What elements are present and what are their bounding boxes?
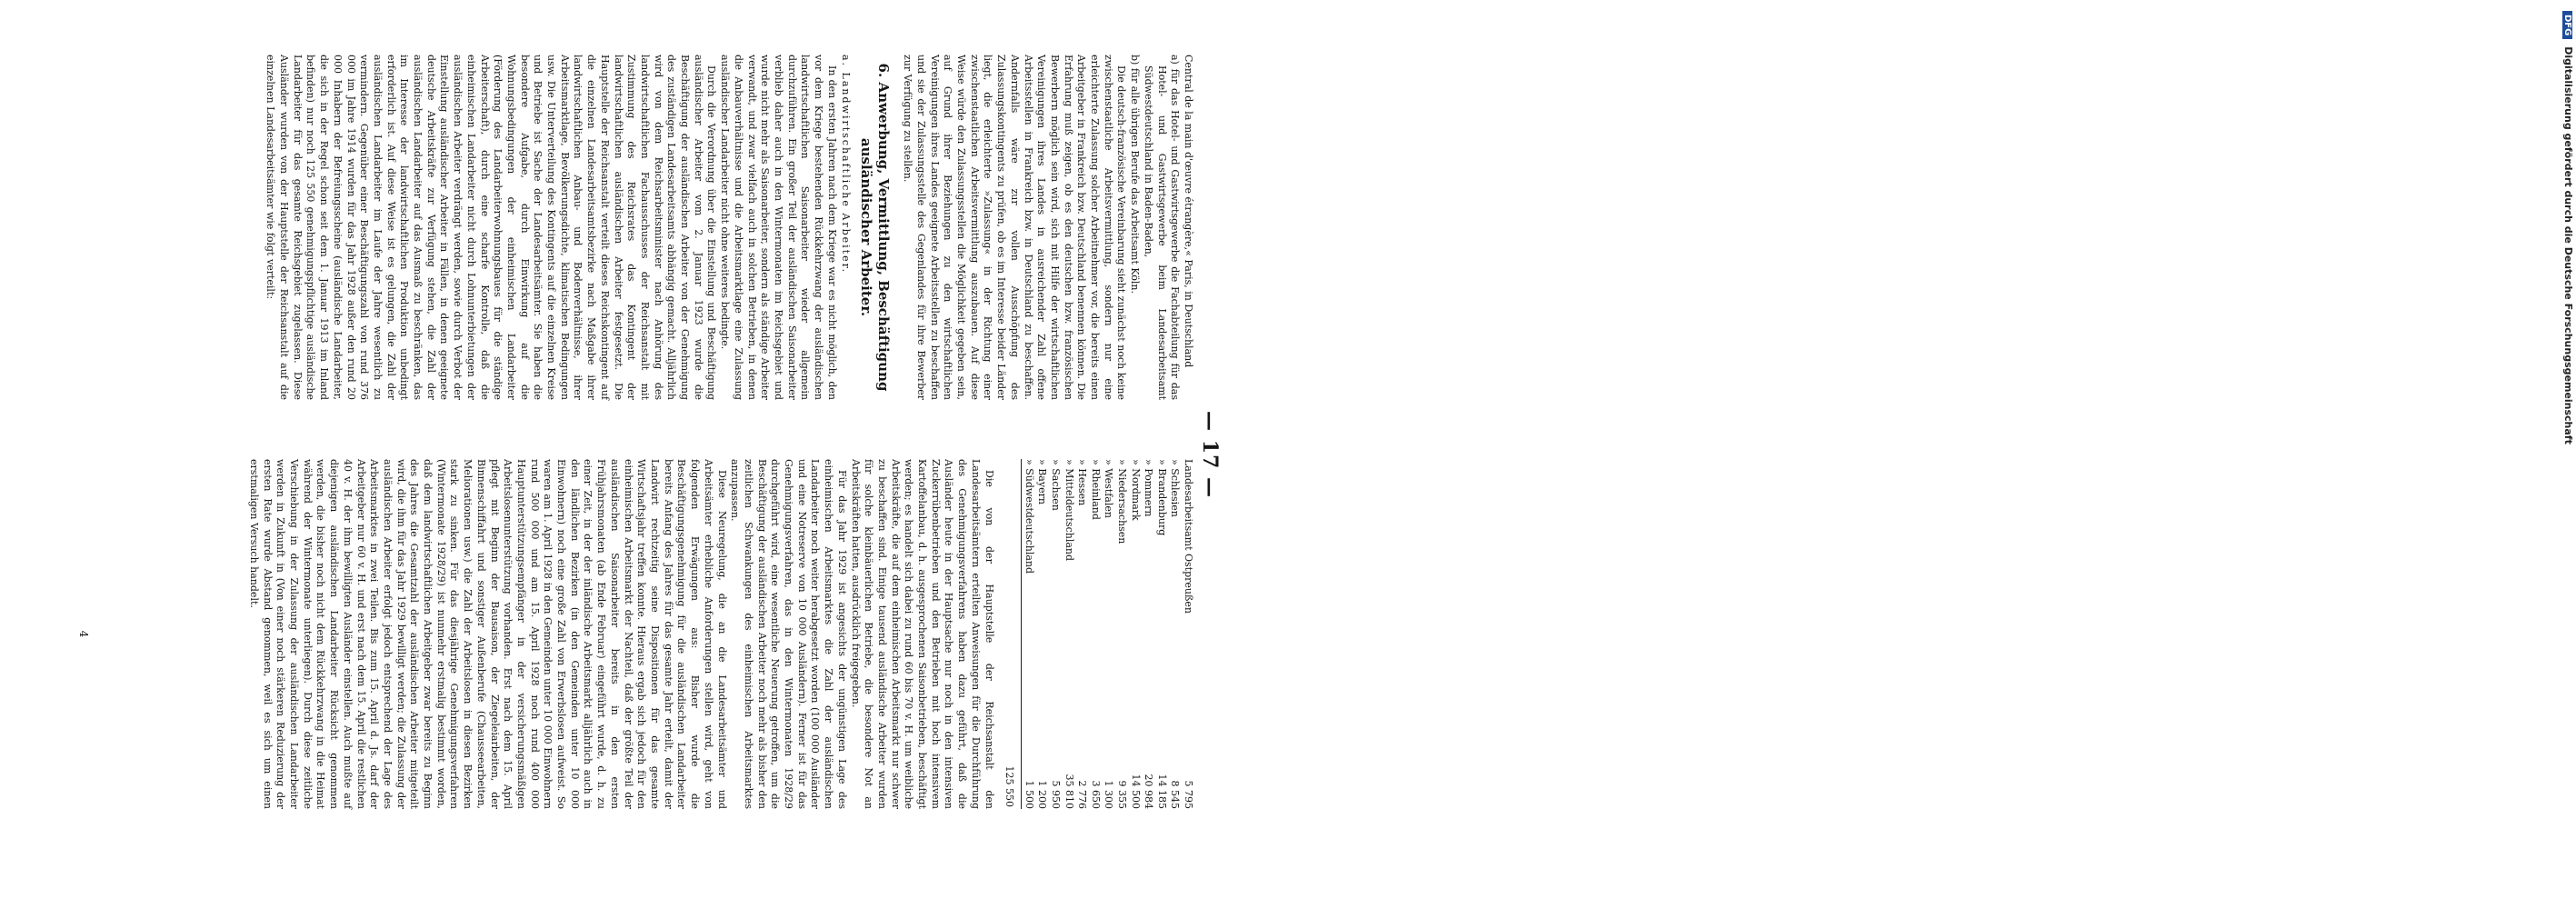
table-row-value: 1 300: [1103, 780, 1115, 809]
table-total: 125 550: [1003, 765, 1016, 807]
table-row: [1128, 459, 1142, 809]
table-row-value: 5 950: [1050, 780, 1063, 809]
distribution-table: [1021, 459, 1194, 809]
table-row-label: » Niedersachsen: [1116, 459, 1129, 544]
table-row: [1114, 459, 1128, 809]
table-row-value: 3 650: [1089, 780, 1102, 809]
footer-signature-number: 4: [77, 630, 90, 638]
paragraph-intro: Central de la main d'œuvre étrangère,« Paris, in Deutschland: [1183, 55, 1194, 368]
table-row-label: Landesarbeitsamt Ostpreußen: [1183, 459, 1194, 614]
table-row: [1181, 459, 1194, 809]
paragraph-regulation: Durch die Verordnung über die Einstellung und Beschäftigung ausländischer Arbeiter vom 2. Januar 1923 wurde die Beschäftigung der ausländischen Arbeiter von der Genehmigung des zuständigen Landesarbeitsamts abhängig gemacht. Alljährlich wird von dem Reichsarbeitsminister nach Anhörung des landwirtschaftlichen Fachausschusses der Reichsanstalt mit Zustimmung des Reichsrates das Kontingent der landwirtschaftlichen ausländischen Arbeiter festgesetzt. Die Hauptstelle der Reichsanstalt verteilt dieses Reichskontingent auf die einzelnen Landesarbeitsamtsbezirke nach Maßgabe ihrer landwirtschaftlichen Anbau- und Bodenverhältnisse, ihrer Arbeitsmarktlage, Bevölkerungsdichte, klimatischen Bedingungen usw. Die Unterverteilung des Kontingents auf die einzelnen Kreise und Betriebe ist Sache der Landesarbeitsämter. Sie haben die besondere Aufgabe, durch Einwirkung auf die Wohnungsbedingungen der einheimischen Landarbeiter (Förderung des Landarbeiterwohnungsbaues für die ständige Arbeiterschaft), durch eine scharfe Kontrolle, daß die einheimischen Landarbeiter nicht durch Lohnunterbietungen der ausländischen Arbeiter verdrängt werden, sowie durch Verbot der Einstellung ausländischer Arbeiter in Fällen, in denen geeignete deutsche Arbeitskräfte zur Verfügung stehen, die Zahl der ausländischen Landarbeiter auf das Ausmaß zu beschränken, das im Interesse der landwirtschaftlichen Produktion unbedingt erforderlich ist. Auf diese Weise ist es gelungen, die Zahl der ausländischen Landarbeiter im Laufe der Jahre wesentlich zu vermindern. Gegenüber einer Beschäftigungszahl von rund 376 000 im Jahre 1914 wurden für das Jahr 1928 außer den rund 20 000 Inhabern der Befreiungsscheine (ausländische Landarbeiter, die sich in der Regel schon seit dem 1. Januar 1913 im Inland befinden) nur noch 125 550 genehmigungspflichtige ausländische Landarbeiter für das gesamte Reichsgebiet zugelassen. Diese Ausländer wurden von der Hauptstelle der Reichsanstalt auf die einzelnen Landesarbeitsämter wie folgt verteilt:: [265, 55, 718, 400]
table-row-value: 9 355: [1116, 780, 1129, 809]
page-number: — 17 —: [1198, 411, 1222, 498]
table-row-label: » Brandenburg: [1155, 459, 1168, 536]
table-row: [1048, 459, 1062, 809]
digitization-sidebar: [1273, 0, 2574, 909]
section-heading-line-2: ausländischer Arbeiter.: [857, 137, 874, 317]
table-row-value: 14 185: [1155, 774, 1168, 809]
table-row: [1168, 459, 1182, 809]
right-column: [246, 459, 1194, 809]
table-row-value: 2 776: [1076, 780, 1089, 809]
table-row: [1035, 459, 1049, 809]
subheading: a. Landwirtschaftliche Arbeiter.: [839, 55, 852, 275]
paragraph-agreement: Die deutsch-französische Vereinbarung sieht zunächst noch keine zwischenstaatliche Arbeitsvermittlung, sondern nur eine erleichterte Zulassung solcher Arbeitnehmer vor, die bereits einen Arbeitgeber in Frankreich bzw. Deutschland benennen können. Die Erfahrung muß zeigen, ob es den deutschen bzw. französischen Bewerbern möglich sein wird, sich mit Hilfe der wirtschaftlichen Vereinigungen ihres Landes in ausreichender Zahl offene Arbeitsstellen in Frankreich bzw. in Deutschland zu beschaffen. Andernfalls wäre zur vollen Ausschöpfung des Zulassungskontingents zu prüfen, ob es im Interesse beider Länder liegt, die erleichterte »Zulassung« in der Richtung einer zwischenstaatlichen Arbeitsvermittlung auszubauen. Auf diese Weise würde den Zulassungsstellen die Möglichkeit gegeben sein, auf Grund ihrer Beziehungen zu den wirtschaftlichen Vereinigungen ihres Landes geeignete Arbeitsstellen zu beschaffen und sie der Zulassungsstelle des Gegenlandes für ihre Bewerber zur Verfügung zu stellen.: [902, 55, 1128, 400]
page-header: [1198, 0, 1267, 909]
paragraph-new-rules: Diese Neuregelung, die an die Landesarbeitsämter und Arbeitsämter erhebliche Anforderungen stellen wird, geht von folgenden Erwägungen aus: Bisher wurde die Beschäftigungsgenehmigung für die ausländischen Landarbeiter bereits Anfang des Jahres für das gesamte Jahr erteilt, damit der Landwirt rechtzeitig seine Dispositionen für das gesamte Wirtschaftsjahr treffen konnte. Hieraus ergab sich jedoch für den einheimischen Arbeitsmarkt der Nachteil, daß der größte Teil der ausländischen Saisonarbeiter bereits in den ersten Frühjahrsmonaten (ab Ende Februar) eingeführt wurde, d. h. zu einer Zeit, in der der inländische Arbeitsmarkt alljährlich auch in den ländlichen Bezirken (in den Gemeinden unter 10 000 Einwohnern) noch eine große Zahl von Erwerbslosen aufweist. So waren am 1. April 1928 in den Gemeinden unter 10 000 Einwohnern rund 500 000 und am 15. April 1928 noch rund 400 000 Hauptunterstützungsempfänger in der versicherungsmäßigen Arbeitslosenunterstützung vorhanden. Erst nach dem 15. April pflegt mit Beginn der Bausaison, der Ziegeleiarbeiten, der Binnenschiffahrt und sonstiger Außenberufe (Chausseearbeiten, Meliorationen usw.) die Zahl der Arbeitslosen in diesen Bezirken stark zu sinken. Für das diesjährige Genehmigungsverfahren (Wintermonate 1928/29) ist nunmehr erstmalig bestimmt worden, daß dem landwirtschaftlichen Arbeitgeber zwar bereits zu Beginn des Jahres die Gesamtzahl der ausländischen Arbeiter mitgeteilt wird, die ihm für das Jahr 1929 bewilligt werden; die Zulassung der ausländischen Arbeiter erfolgt jedoch entsprechend der Lage des Arbeitsmarktes in zwei Teilen. Bis zum 15. April d. Js. darf der Arbeitgeber nur 60 v. H. und erst nach dem 15. April die restlichen 40 v. H. der ihm bewilligten Ausländer einstellen. Auch mußte auf diejenigen ausländischen Landarbeiter Rücksicht genommen werden, die bisher noch nicht dem Rückkehrzwang in die Heimat während der Wintermonate unterliegen). Durch diese zeitliche Verschiebung in der Zulassung der ausländischen Landarbeiter werden in Zukunft in (Von einer noch stärkeren Reduzierung der ersten Rate wurde Abstand genommen, weil es sich um einen erstmaligen Versuch handelt.: [247, 459, 728, 809]
section-heading-line-1: 6. Anwerbung, Vermittlung, Beschäftigung: [874, 63, 892, 392]
table-row-value: 35 810: [1063, 774, 1075, 809]
table-row: [1102, 459, 1115, 809]
section-heading: [857, 55, 892, 400]
table-row: [1142, 459, 1155, 809]
digitization-notice: Digitalisierung gefördert durch die Deutsche Forschungsgemeinschaft: [2562, 46, 2574, 445]
table-row: [1075, 459, 1089, 809]
table-row: [1062, 459, 1075, 809]
table-row-value: 5 795: [1183, 780, 1194, 809]
paragraph-instructions: Die von der Hauptstelle der Reichsanstalt den Landesarbeitsämtern erteilten Anweisungen für die Durchführung des Genehmigungsverfahrens haben dazu geführt, daß die Ausländer heute in der Hauptsache nur noch in den intensiven Zuckerrübenbetrieben und den Betrieben mit hoch intensivem Kartoffelanbau, d. h. ausgesprochenen Saisonbetrieben, beschäftigt werden; es handelt sich dabei zu rund 60 bis 70 v. H. um weibliche Arbeitskräfte, die auf dem einheimischen Arbeitsmarkt nur schwer zu beschaffen sind. Einige tausend ausländische Arbeiter wurden für solche kleinbäuerlichen Betriebe, die besondere Not an Arbeitskräften hatten, ausdrücklich freigegeben.: [849, 459, 995, 809]
list-item-b: b) für alle übrigen Berufe das Arbeitsamt Köln.: [1129, 55, 1142, 295]
table-row-value: 8 545: [1169, 780, 1182, 809]
table-row-label: » Rheinland: [1089, 459, 1102, 520]
table-row-value: 20 984: [1143, 774, 1155, 809]
table-row-label: » Bayern: [1036, 459, 1049, 504]
dfg-logo: DFG: [2562, 11, 2572, 39]
table-row-label: » Westfalen: [1103, 459, 1115, 518]
table-row: [1022, 459, 1035, 809]
table-row-label: » Mitteldeutschland: [1063, 459, 1075, 562]
list-item-a: a) für das Hotel- und Gastwirtsgewerbe die Fachabteilung für das Hotel- und Gastwirtsgewerbe beim Landesarbeitsamt Südwestdeutschland in Baden-Baden,: [1142, 55, 1182, 400]
table-row-value: 1 200: [1036, 780, 1049, 809]
table-row-label: » Pommern: [1143, 459, 1155, 517]
table-row-label: » Sachsen: [1050, 459, 1063, 511]
table-row-value: 1 500: [1023, 780, 1035, 809]
paragraph-1929: Für das Jahr 1929 ist angesichts der ungünstigen Lage des einheimischen Arbeitsmarktes die Zahl der ausländischen Landarbeiter noch weiter herabgesetzt worden (100 000 Ausländer und eine Notreserve von 10 000 Ausländern). Ferner ist für das Genehmigungsverfahren, das in den Wintermonaten 1928/29 durchgeführt wird, eine wesentliche Neuerung getroffen, um die Beschäftigung der ausländischen Arbeiter noch mehr als bisher den zeitlichen Schwankungen des einheimischen Arbeitsmarktes anzupassen.: [729, 459, 848, 809]
table-row-label: » Nordmark: [1129, 459, 1142, 521]
left-column: [264, 55, 1194, 400]
table-row-value: 14 500: [1129, 774, 1142, 809]
paragraph-postwar: In den ersten Jahren nach dem Kriege war es nicht möglich, den vor dem Kriege bestehenden Rückkehrzwang der ausländischen landwirtschaftlichen Saisonarbeiter wieder allgemein durchzuführen. Ein großer Teil der ausländischen Saisonarbeiter verblieb daher auch in den Wintermonaten im Reichsgebiet und wurde nicht mehr als Saisonarbeiter, sondern als ständige Arbeiter verwandt, und zwar vielfach auch in solchen Betrieben, in denen die Anbauverhältnisse und die Arbeitsmarktlage eine Zulassung ausländischer Landarbeiter nicht ohne weiteres bedingte.: [719, 55, 838, 400]
table-row: [1154, 459, 1168, 809]
table-row: [1088, 459, 1102, 809]
table-row-label: » Hessen: [1076, 459, 1089, 506]
table-row-label: » Südwestdeutschland: [1023, 459, 1035, 574]
table-row-label: » Schlesien: [1169, 459, 1182, 517]
